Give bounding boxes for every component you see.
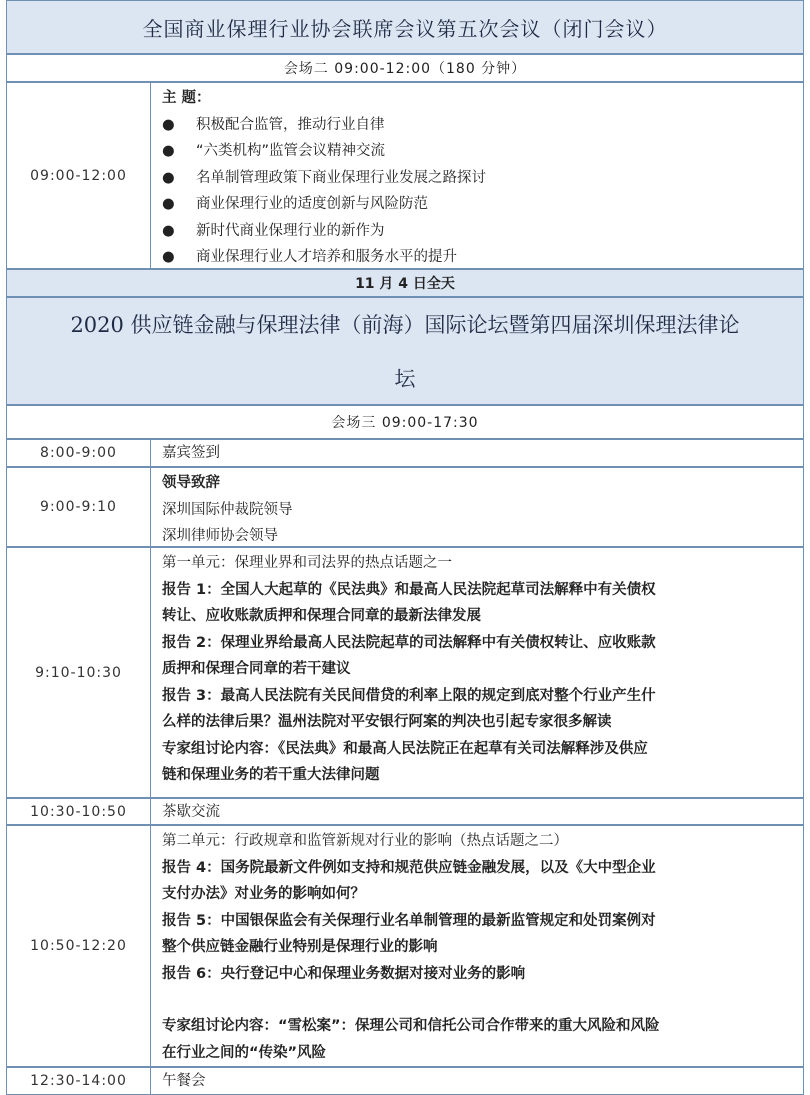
bullet-icon: ●	[162, 222, 175, 239]
bullet-icon: ●	[162, 249, 175, 265]
bullet-icon: ●	[162, 116, 175, 133]
list-item: ● “六类机构”监管会议精神交流	[162, 138, 803, 165]
venue-row: 会场二 09:00-12:00（180 分钟）	[6, 54, 804, 82]
session-row	[6, 82, 804, 269]
row-content: 领导致辞 深圳国际仲裁院领导 深圳律师协会领导	[162, 475, 293, 544]
table-row	[6, 825, 804, 1067]
table-row	[6, 547, 804, 798]
list-item: ● 商业保理行业的适度创新与风险防范	[162, 191, 803, 218]
row-content: 第一单元：保理业界和司法界的热点话题之一 报告 1：全国人大起草的《民法典》和最高人民法院起草司法解释中有关债权 转让、应收账款质押和保理合同章的最新法律发展 报告 2：保理业界给最高人民法院起草的司法解释中有关债权转让、应收账款 质押和保理合同章的若干建议 报告 3：最高人民法院有关民间借贷的利率上限的规定到底对整个行业产生什 么样的法律后果？温州法院对平安银行阿案的判决也引起专家很多解读 专家组讨论内容：《民法典》和最高人民法院正在起草有关司法解释涉及供应 链和保理业务的若干重大法律问题	[162, 555, 656, 783]
agenda-table	[6, 0, 804, 1087]
bullet-icon: ●	[162, 169, 175, 186]
venue-row: 会场三 09:00-17:30	[6, 405, 804, 439]
day-label: 11 月 4 日全天	[6, 269, 804, 297]
table-row	[6, 1067, 804, 1095]
row-time: 9:10-10:30	[7, 548, 151, 797]
row-content: 嘉宾签到	[162, 445, 220, 461]
bullet-icon: ●	[162, 143, 175, 159]
table-row	[6, 467, 804, 547]
row-time: 12:30-14:00	[7, 1068, 151, 1094]
table-row	[6, 798, 804, 825]
row-content: 茶歇交流	[162, 804, 220, 820]
list-item: ● 积极配合监管，推动行业自律	[162, 112, 803, 139]
list-item: ● 商业保理行业人才培养和服务水平的提升	[162, 244, 803, 271]
meeting-title: 全国商业保理行业协会联席会议第五次会议（闭门会议）	[6, 0, 804, 54]
topic-label: 主 题：	[162, 90, 211, 106]
forum-title: 2020 供应链金融与保理法律（前海）国际论坛暨第四届深圳保理法律论 坛	[6, 297, 804, 405]
row-content: 午餐会	[162, 1073, 206, 1089]
table-row	[6, 439, 804, 467]
row-time: 8:00-9:00	[7, 440, 151, 466]
list-item: ● 名单制管理政策下商业保理行业发展之路探讨	[162, 165, 803, 192]
list-item: ● 新时代商业保理行业的新作为	[162, 218, 803, 245]
row-time: 10:50-12:20	[7, 826, 151, 1066]
row-time: 9:00-9:10	[7, 468, 151, 546]
session-content	[151, 83, 803, 268]
session-time: 09:00-12:00	[7, 83, 151, 268]
row-time: 10:30-10:50	[7, 799, 151, 824]
bullet-icon: ●	[162, 196, 175, 212]
row-content: 第二单元：行政规章和监管新规对行业的影响（热点话题之二） 报告 4：国务院最新文件例如支持和规范供应链金融发展，以及《大中型企业 支付办法》对业务的影响如何？ 报告 5：中国银保监会有关保理行业名单制管理的最新监管规定和处罚案例对 整个供应链金融行业特别是保理行业的影响 报告 6：央行登记中心和保理业务数据对接对业务的影响 专家组讨论内容：“雪松案”：保理公司和信托公司合作带来的重大风险和风险 在行业之间的“传染”风险	[162, 833, 660, 1061]
